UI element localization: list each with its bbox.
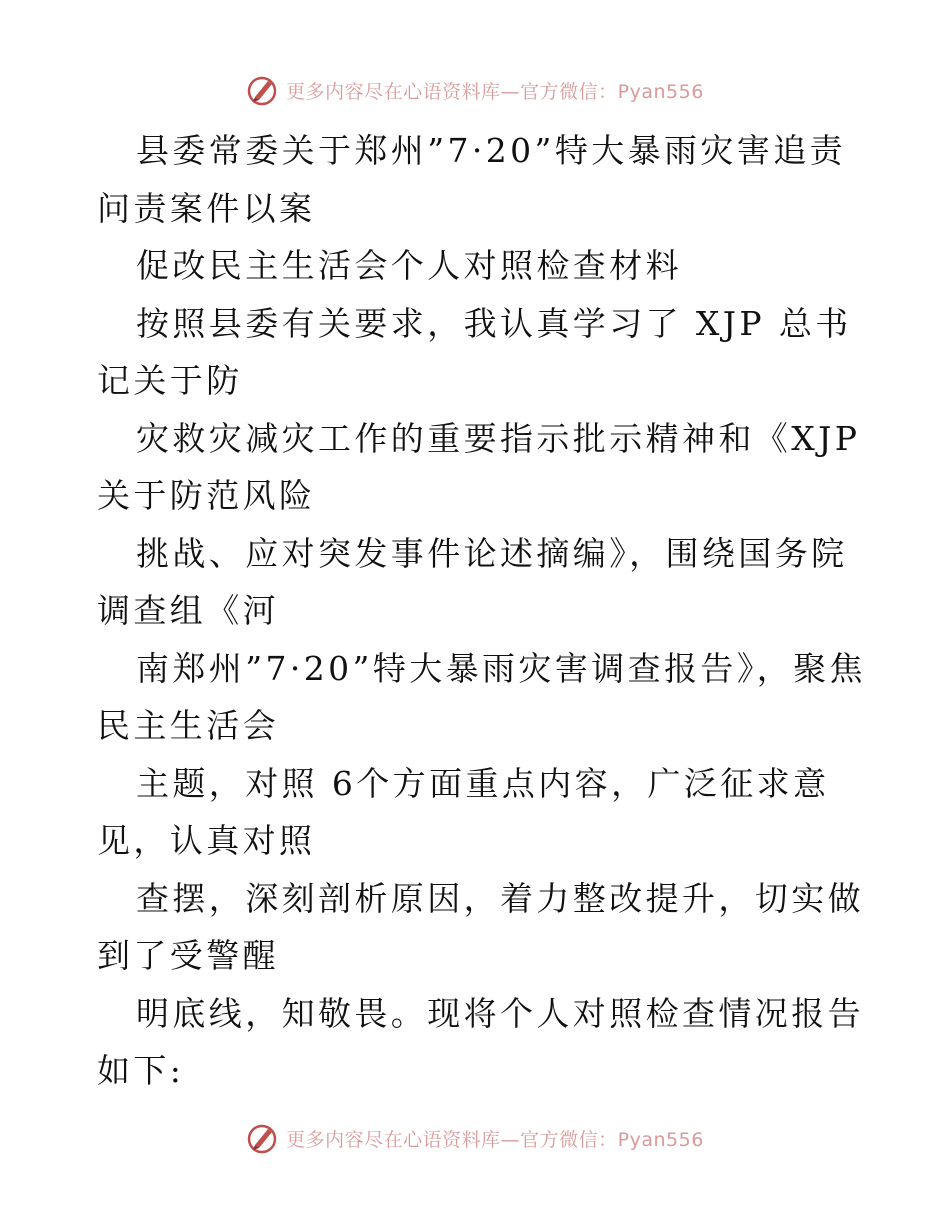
paragraph: 按照县委有关要求，我认真学习了 XJP 总书记关于防 — [97, 303, 852, 400]
header-watermark — [0, 70, 950, 110]
pen-logo-icon — [246, 1121, 280, 1155]
document-body — [97, 122, 867, 1100]
paragraph: 主题，对照 6个方面重点内容，广泛征求意见，认真对照 — [97, 763, 830, 860]
pen-logo-icon — [246, 73, 280, 107]
paragraph: 促改民主生活会个人对照检查材料 — [136, 246, 682, 285]
footer-watermark — [0, 1118, 950, 1158]
paragraph: 查摆，深刻剖析原因，着力整改提升，切实做到了受警醒 — [97, 878, 864, 975]
watermark-text: 更多内容尽在心语资料库—官方微信：Pyan556 — [286, 80, 704, 103]
paragraph: 县委常委关于郑州”7·20”特大暴雨灾害追责问责案件以案 — [97, 131, 847, 228]
paragraph: 挑战、应对突发事件论述摘编》，围绕国务院调查组《河 — [97, 533, 848, 630]
watermark-text: 更多内容尽在心语资料库—官方微信：Pyan556 — [286, 1128, 704, 1151]
paragraph: 明底线，知敬畏。现将个人对照检查情况报告如下: — [97, 993, 864, 1090]
paragraph: 灾救灾减灾工作的重要指示批示精神和《XJP 关于防范风险 — [97, 418, 861, 515]
paragraph: 南郑州”7·20”特大暴雨灾害调查报告》，聚焦民主生活会 — [97, 648, 866, 745]
